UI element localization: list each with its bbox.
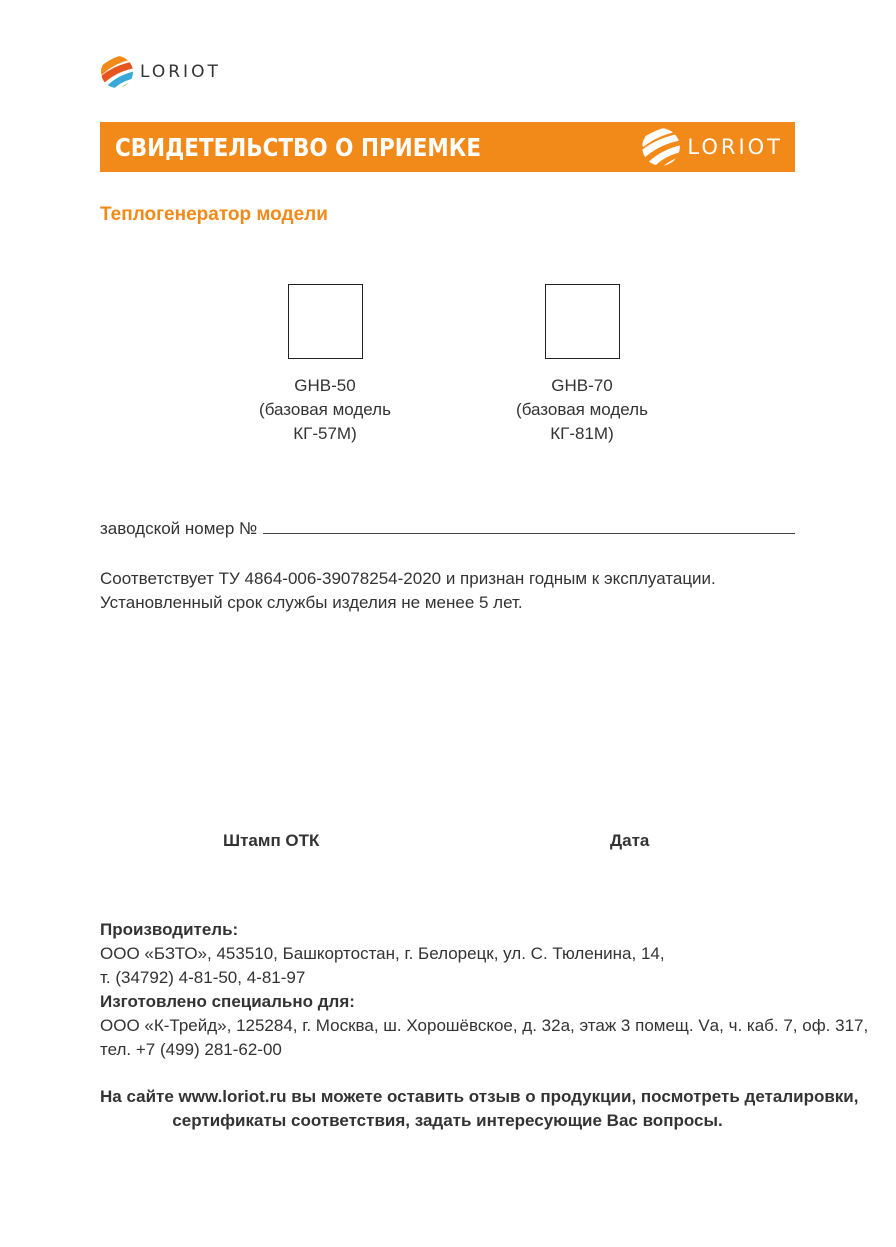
footer-line: На сайте www.loriot.ru вы можете оставить отзыв о продукции, посмотреть деталировки, xyxy=(100,1087,859,1106)
footer-line: сертификаты соответствия, задать интересующие Вас вопросы. xyxy=(172,1111,723,1130)
model-name: GHB-50 xyxy=(294,376,356,395)
manufacturer-phone: т. (34792) 4-81-50, 4-81-97 xyxy=(100,968,306,987)
section-subtitle: Теплогенератор модели xyxy=(100,204,328,225)
serial-number-field[interactable] xyxy=(263,519,795,534)
model-base-name: КГ-57М) xyxy=(293,424,357,443)
model-caption-ghb50 xyxy=(235,374,415,446)
loriot-emblem-icon xyxy=(641,127,681,167)
made-for-label: Изготовлено специально для: xyxy=(100,992,355,1011)
banner-logo-text: LORIOT xyxy=(687,135,783,159)
model-caption-ghb70 xyxy=(492,374,672,446)
header-logo xyxy=(100,55,221,89)
made-for-phone: тел. +7 (499) 281-62-00 xyxy=(100,1040,282,1059)
service-life-line: Установленный срок службы изделия не менее 5 лет. xyxy=(100,593,523,612)
manufacturer-block xyxy=(100,918,868,1062)
manufacturer-label: Производитель: xyxy=(100,920,239,939)
model-checkbox-ghb50[interactable] xyxy=(288,284,363,359)
footer-note xyxy=(100,1085,859,1133)
compliance-line: Соответствует ТУ 4864-006-39078254-2020 и признан годным к эксплуатации. xyxy=(100,569,716,588)
model-base-label: (базовая модель xyxy=(259,400,391,419)
model-name: GHB-70 xyxy=(551,376,613,395)
header-logo-text: LORIOT xyxy=(140,62,221,82)
model-checkbox-ghb70[interactable] xyxy=(545,284,620,359)
manufacturer-address: ООО «БЗТО», 453510, Башкортостан, г. Белорецк, ул. С. Тюленина, 14, xyxy=(100,944,665,963)
model-base-name: КГ-81М) xyxy=(550,424,614,443)
page-title: СВИДЕТЕЛЬСТВО О ПРИЕМКЕ xyxy=(115,132,482,162)
serial-number-label: заводской номер № xyxy=(100,519,258,538)
serial-number-row xyxy=(100,519,795,539)
title-banner xyxy=(100,122,795,172)
date-label: Дата xyxy=(610,831,650,850)
stamp-label: Штамп ОТК xyxy=(223,831,320,850)
banner-logo xyxy=(641,127,783,167)
compliance-text xyxy=(100,567,716,615)
loriot-emblem-icon xyxy=(100,55,134,89)
made-for-address: ООО «К-Трейд», 125284, г. Москва, ш. Хорошёвское, д. 32а, этаж 3 помещ. Vа, ч. каб. 7, оф. 317, xyxy=(100,1016,869,1035)
model-base-label: (базовая модель xyxy=(516,400,648,419)
